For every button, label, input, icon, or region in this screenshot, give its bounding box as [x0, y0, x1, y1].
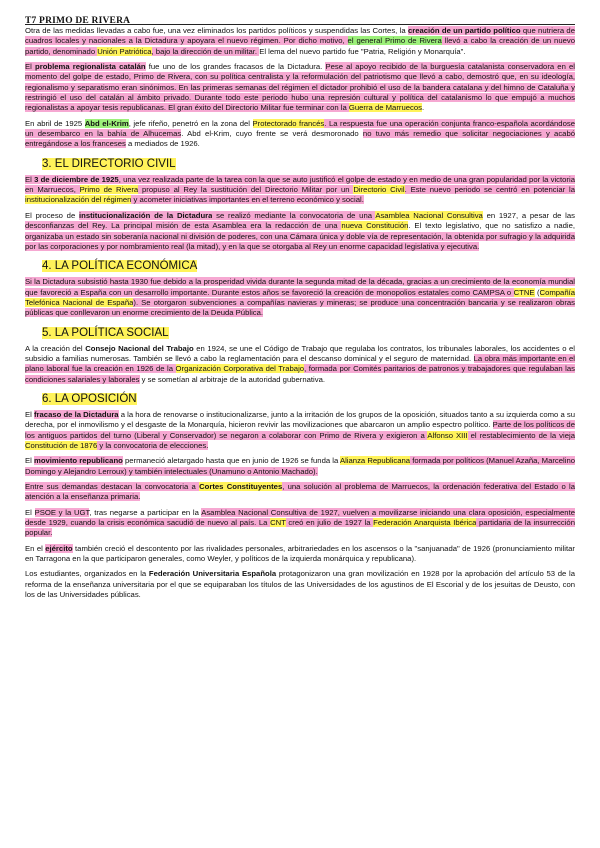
text-run: Asamblea Nacional Consultiva	[375, 210, 483, 220]
text-run: En el	[25, 543, 46, 553]
text-run: .	[421, 103, 425, 113]
text-run: también creció el descontento por las rivalidades personales, arbitrariedades en los ascensos o la "sanjuanada" de 1926 (pronunciamiento militar en Tarragona en la que participaron generales, como Weyler, y políticos de la izquierda monárquica y republicana).	[25, 543, 575, 564]
text-run: ejército	[45, 543, 73, 553]
text-run: protagonizaron una gran movilización en 1928 por la aprobación del artículo 53 de la reforma de la enseñanza universitaria por el que se equiparaban los títulos de las Universidades de los agustinos de El Escorial y de los jesuitas de Deusto, con los de las Universidades públicas.	[25, 569, 575, 600]
text-run: Asamblea Nacional Consultiva	[201, 507, 307, 517]
text-run: Consejo Nacional del Trabajo	[85, 343, 194, 353]
text-run: El	[25, 507, 35, 517]
text-run: Abd el-Krim	[84, 118, 129, 128]
text-run: En las primeras semanas del régimen el dictador prohibió el uso de la bandera catalana y del himno de Cataluña y restringió el uso del catalán al ámbito privado. Durante todo este periodo hubo una represión cultural y política del catalanismo lo que empujó a muchos regionalistas a apoyar tesis republicanas. El gran éxito del Directorio Militar fue terminar con la	[25, 82, 575, 113]
section-title: 6. LA OPOSICIÓN	[42, 392, 137, 405]
text-run: . Este nuevo periodo se centró en potenciar la	[404, 185, 575, 195]
text-run: ). Se otorgaron subvenciones a compañías navieras y mineras; se produce una concentración bancaria y se realizaron obras públicas que conllevaron un enorme crecimiento de la Deuda Pública.	[25, 297, 575, 318]
text-run: problema regionalista catalán	[35, 62, 146, 72]
section-paragraph	[25, 211, 575, 252]
intro-paragraph	[25, 119, 575, 150]
text-run: y acometer iniciativas importantes en el terreno económico y social.	[131, 195, 364, 205]
section-paragraph	[25, 569, 575, 600]
text-run: partidaria de la insurrección popular.	[25, 518, 575, 538]
text-run: Guerra de Marruecos	[348, 103, 422, 113]
section-paragraph	[25, 410, 575, 451]
text-run: (	[534, 287, 540, 297]
text-run: en 1927, a pesar de las	[482, 210, 575, 220]
text-run: Entre sus demandas destacan la convocatoria a	[25, 482, 200, 491]
page-header	[25, 10, 575, 25]
text-run: El proceso de	[25, 210, 79, 220]
text-run: Alhucemas	[143, 129, 182, 139]
text-run: . Abd el-Krim, cuyo frente se verá desmoronado	[181, 129, 363, 139]
text-run: desconfianzas del Rey	[25, 221, 106, 231]
section-heading	[42, 260, 575, 273]
text-run: nueva Constitución	[341, 221, 409, 231]
text-run: , jefe rifeño, penetró en la zona del	[128, 118, 253, 128]
section-paragraph	[25, 344, 575, 385]
text-run: Compañía Telefónica Nacional de España	[25, 287, 576, 307]
text-run: Protectorado francés	[252, 118, 325, 128]
text-run: El	[25, 62, 35, 72]
text-run: institucionalización del régimen	[25, 195, 132, 205]
text-run: Alfonso XIII	[427, 430, 468, 440]
text-run: y la convocatoria de elecciones.	[97, 440, 209, 450]
text-run: organizaba un estado sin soberanía nacional ni división de poderes, con una Cámara única y doble vía de representación, la obtenida por sufragio y la adquirida por las corporaciones y por nombramiento real (la mitad), y en la que se otorgaba al Rey un enorme capacidad legislativa y ejecutiva.	[25, 231, 575, 251]
section-paragraph	[25, 175, 575, 206]
section-title: 5. LA POLÍTICA SOCIAL	[42, 326, 169, 339]
section-title: 3. EL DIRECTORIO CIVIL	[42, 157, 176, 170]
text-run: PSOE y la UGT	[34, 507, 90, 517]
text-run: La obra más importante en el plano laboral fue la creación en 1926 de la	[25, 353, 575, 374]
text-run: , formada por Comités paritarios de patronos y trabajadores que regulaban las condiciones salariales y laborales	[25, 364, 576, 384]
text-run: fracaso de la Dictadura	[33, 409, 119, 419]
text-run: , bajo la dirección de un militar.	[151, 46, 260, 56]
section-paragraph	[25, 544, 575, 565]
text-run: el general Primo de Rivera	[347, 36, 442, 46]
section-heading	[42, 327, 575, 340]
text-run: de 1927, vuelven a movilizarse iniciando una clara oposición, especialmente desde 1929, cuando la crisis económica sacudió de nuevo al país. La	[25, 507, 575, 528]
document-body	[25, 26, 575, 605]
text-run: creó en julio de 1927 la	[285, 518, 374, 528]
section-title: 4. LA POLÍTICA ECONÓMICA	[42, 260, 198, 273]
text-run: Si la Dictadura subsistió hasta 1930 fue debido a la prosperidad vivida durante la segunda mitad de la década, gracias a un crecimiento de la economía mundial que favoreció a España con un desarrollo importante. Durante estos años se favoreció la creación de monopolios estatales como CAMPSA o	[25, 277, 575, 297]
intro-paragraph	[25, 26, 575, 57]
text-run: se realizó mediante la convocatoria de una	[212, 210, 376, 220]
text-run: fue uno de los grandes fracasos de la Dictadura.	[145, 62, 326, 72]
text-run: llevó a cabo la creación de un nuevo partido, denominado	[25, 36, 575, 56]
text-run: El	[25, 456, 34, 466]
text-run: CNT	[270, 518, 286, 528]
header-title: T7 PRIMO DE RIVERA	[25, 16, 131, 26]
text-run: Pese al apoyo recibido de la burguesía catalanista conservadora en el momento del golpe de estado, Primo de Rivera, con su política centralista y la reformulación del patriotismo que llevó a cabo, demostró que,	[25, 62, 575, 82]
text-run: en su ideología, regionalismo y separatismo eran sinónimos.	[25, 72, 575, 92]
text-run: Cortes Constituyentes	[199, 482, 283, 491]
intro-paragraph	[25, 62, 575, 114]
text-run: no tuvo más remedio que solicitar negociaciones y acabó entregándose a los franceses	[25, 129, 575, 149]
text-run: y se sometían al arbitraje de la autoridad gubernativa.	[139, 374, 325, 384]
text-run: a la hora de renovarse o institucionalizarse, junto a la irritación de los grupos de la oposición, situados tanto a su izquierda como a su derecha, por el inmovilismo y el desgaste de la Monarquía, hicieron revivir las movilizaciones que abarcaron un amplio espectro político.	[25, 409, 575, 430]
text-run: permaneció aletargado hasta que en junio de 1926 se funda la	[122, 456, 340, 466]
text-run: 3 de diciembre de 1925	[34, 174, 119, 184]
text-run: El	[25, 174, 35, 184]
text-run: Unión Patriótica	[97, 46, 152, 56]
text-run: Parte de los políticos de los antiguos partidos del turno (Liberal y Conservador) se negaron a colaborar con Primo de Rivera y exigieron a	[25, 420, 575, 440]
text-run: , tras negarse a participar en la	[89, 507, 202, 517]
text-run: Federación Anarquista Ibérica	[373, 518, 477, 528]
section-paragraph	[25, 456, 575, 477]
text-run: . La respuesta fue una operación conjunta franco-española acordándose un desembarco en la bahía de	[25, 118, 575, 139]
text-run: Constitución de 1876	[25, 440, 98, 450]
text-run: a mediados de 1926.	[125, 139, 200, 149]
section-paragraph	[25, 482, 575, 503]
text-run: Federación Universitaria Española	[148, 569, 277, 579]
text-run: Alianza Republicana	[339, 456, 411, 466]
text-run: Los estudiantes, organizados en la	[25, 569, 149, 579]
text-run: formada por políticos (Manuel Azaña, Marcelino Domingo y Alejandro Lerroux) y también intelectuales (Unamuno o Antonio Machado).	[25, 456, 575, 476]
text-run: propuso al Rey la sustitución del Directorio Militar por un	[138, 185, 354, 195]
text-run: . La principal misión de esta Asamblea era la redacción de una	[105, 221, 342, 231]
text-run: movimiento republicano	[33, 456, 123, 466]
text-run: en 1924, se une el Código de Trabajo que regulaba los contratos, los tribunales laborales, los accidentes o el subsidio a familias numerosas. También se llevó a cabo la reglamentación para el descanso dominical y el seguro de maternidad.	[25, 343, 576, 363]
text-run: el restablecimiento de la vieja	[467, 430, 575, 440]
section-heading	[42, 158, 575, 171]
text-run: , una solución al problema de Marruecos, la ordenación federativa del Estado o la atención a la enseñanza primaria.	[25, 482, 576, 502]
text-run: Directorio Civil	[353, 185, 405, 195]
text-run: que nutriera de cuadros locales y nacionales a la Dictadura y apoyara el nuevo régimen. Por dicho motivo,	[25, 26, 575, 46]
text-run: El	[25, 409, 34, 419]
section-heading	[42, 393, 575, 406]
text-run: Primo de Rivera	[79, 185, 139, 195]
text-run: CTNE	[513, 287, 535, 297]
text-run: institucionalización de la Dictadura	[78, 210, 213, 220]
text-run: Organización Corporativa del Trabajo	[175, 364, 305, 374]
text-run: creación de un partido político	[407, 26, 521, 35]
section-paragraph	[25, 277, 575, 318]
text-run: . El texto legislativo, que no satisfizo a nadie,	[408, 221, 575, 231]
text-run: El lema del nuevo partido fue "Patria, Religión y Monarquía".	[259, 46, 466, 56]
text-run: A la creación del	[25, 343, 86, 353]
section-paragraph	[25, 508, 575, 539]
text-run: En abril de 1925	[25, 118, 85, 128]
text-run: Otra de las medidas llevadas a cabo fue, una vez eliminados los partidos políticos y suspendidas las Cortes, la	[25, 26, 408, 35]
text-run: , una vez realizada parte de la tarea con la que se auto justificó el golpe de estado y en medio de una gran popularidad por la victoria en Marruecos,	[25, 174, 575, 195]
